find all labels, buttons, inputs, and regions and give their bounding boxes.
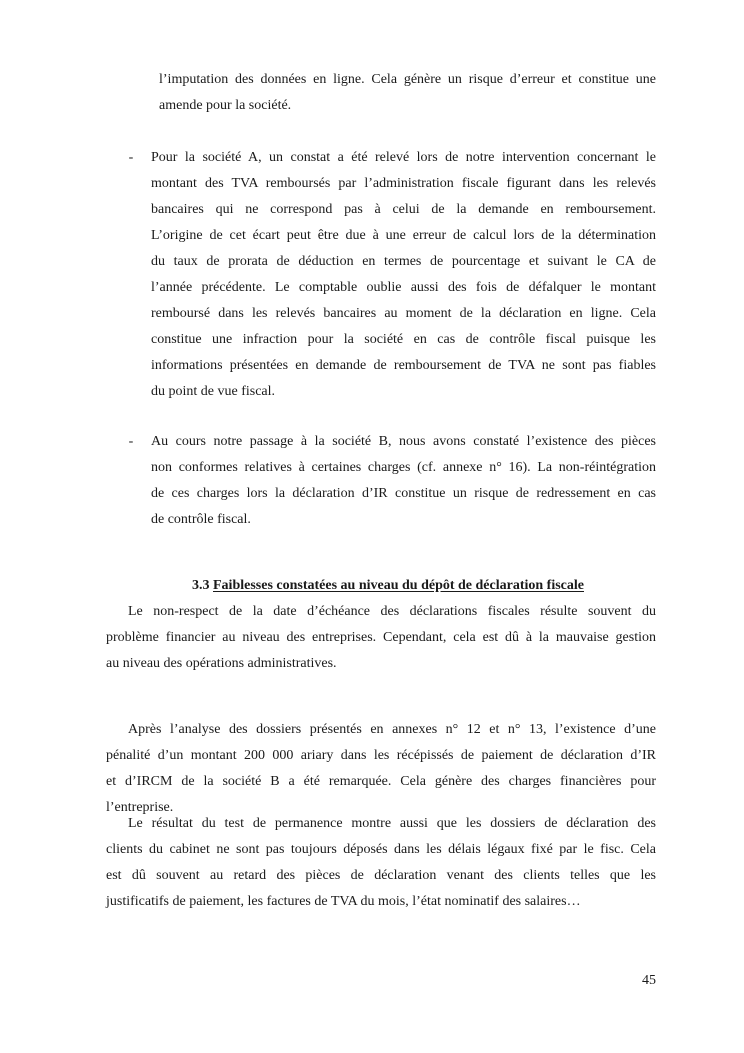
text-line: Au cours notre passage à la société B, nous avons constaté l’existence des pièces: [151, 434, 656, 449]
text-line: du point de vue fiscal.: [151, 384, 276, 399]
section-heading: [192, 575, 612, 597]
text-line: Pour la société A, un constat a été relevé lors de notre intervention concernant le: [151, 150, 656, 165]
continuation-paragraph: [159, 67, 656, 119]
text-line: amende pour la société.: [159, 98, 292, 113]
text-line: bancaires qui ne correspond pas à celui de la demande en remboursement.: [151, 202, 656, 217]
text-line: l’année précédente. Le comptable oublie aussi des fois de défalquer le montant: [151, 280, 656, 295]
text-line: de ces charges lors la déclaration d’IR constitue un risque de redressement en cas: [151, 486, 656, 501]
text-line: constitue une infraction pour la société en cas de contrôle fiscal puisque les: [151, 332, 656, 347]
text-line: Le résultat du test de permanence montre aussi que les dossiers de déclaration des: [128, 816, 656, 831]
bullet-dash: -: [128, 434, 134, 449]
bullet-item-societe-a: [151, 145, 656, 405]
text-line: et d’IRCM de la société B a été remarquée. Cela génère des charges financières pour: [106, 774, 656, 789]
text-line: L’origine de cet écart peut être due à une erreur de calcul lors de la détermination: [151, 228, 656, 243]
section-title: Faiblesses constatées au niveau du dépôt de déclaration fiscale: [213, 578, 584, 593]
bullet-dash: -: [128, 150, 134, 165]
section-number: 3.3: [192, 578, 210, 593]
text-line: pénalité d’un montant 200 000 ariary dans les récépissés de paiement de déclaration d’IR: [106, 748, 656, 763]
text-line: Le non-respect de la date d’échéance des déclarations fiscales résulte souvent du: [128, 604, 656, 619]
text-line: clients du cabinet ne sont pas toujours déposés dans les délais légaux fixé par le fisc. Cela: [106, 842, 656, 857]
text-line: remboursé dans les relevés bancaires au moment de la déclaration en ligne. Cela: [151, 306, 656, 321]
text-line: l’entreprise.: [106, 800, 174, 815]
page-number: 45: [642, 973, 656, 988]
text-line: informations présentées en demande de remboursement de TVA ne sont pas fiables: [151, 358, 656, 373]
paragraph-penalite: [106, 717, 656, 821]
text-line: montant des TVA remboursés par l’administration fiscale figurant dans les relevés: [151, 176, 656, 191]
text-line: problème financier au niveau des entreprises. Cependant, cela est dû à la mauvaise gestion: [106, 630, 656, 645]
text-line: non conformes relatives à certaines charges (cf. annexe n° 16). La non-réintégration: [151, 460, 656, 475]
text-line: du taux de prorata de déduction en termes de pourcentage et suivant le CA de: [151, 254, 656, 269]
paragraph-echeance: [106, 599, 656, 677]
text-line: justificatifs de paiement, les factures de TVA du mois, l’état nominatif des salaires…: [106, 894, 581, 909]
text-line: l’imputation des données en ligne. Cela génère un risque d’erreur et constitue une: [159, 72, 656, 87]
text-line: est dû souvent au retard des pièces de déclaration venant des clients telles que les: [106, 868, 656, 883]
bullet-item-societe-b: [151, 429, 656, 533]
paragraph-permanence: [106, 811, 656, 915]
text-line: de contrôle fiscal.: [151, 512, 251, 527]
text-line: au niveau des opérations administratives.: [106, 656, 337, 671]
text-line: Après l’analyse des dossiers présentés en annexes n° 12 et n° 13, l’existence d’une: [128, 722, 656, 737]
